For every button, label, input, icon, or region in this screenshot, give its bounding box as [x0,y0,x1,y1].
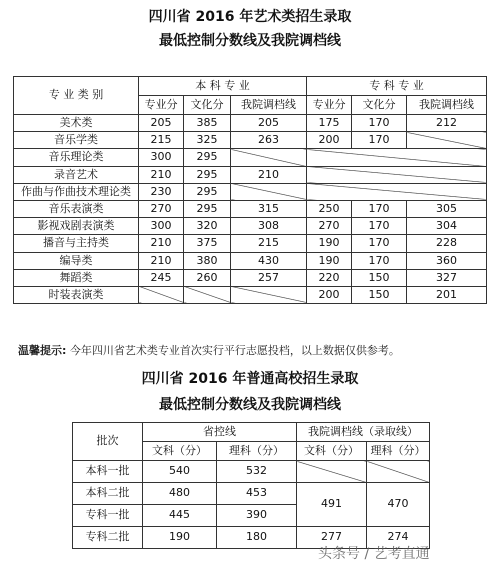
table-row [14,166,487,183]
cell-zhuanke-wenhua: 150 [352,286,407,303]
cell-zhuanke-tiaodang: 360 [407,252,487,269]
cell-zhuanke-wenhua: 170 [352,132,407,149]
col-li2: 理科（分） [367,442,430,461]
cell-zhuanke-tiaodang: 228 [407,235,487,252]
category-name: 音乐表演类 [14,200,139,217]
col-benke-wenhua: 文化分 [184,96,231,115]
cell-zhuanke-wenhua: 170 [352,200,407,217]
cell-li: 180 [217,527,297,549]
cell-zhuanke-zhuanye: 175 [307,115,352,132]
cell-benke-wenhua: 375 [184,235,231,252]
cell-benke-zhuanye: 245 [139,269,184,286]
batch-name: 本科一批 [73,461,143,483]
cell-zhuanke-wenhua: 170 [352,235,407,252]
cell-zhuanke-wenhua: 150 [352,269,407,286]
category-name: 音乐学类 [14,132,139,149]
table-row [73,483,430,505]
category-name: 舞蹈类 [14,269,139,286]
empty-cell [231,183,307,200]
note-text: 今年四川省艺术类专业首次实行平行志愿投档，以上数据仅供参考。 [69,344,400,357]
cell-tiaodang-wen: 491 [297,483,367,527]
cell-benke-zhuanye: 230 [139,183,184,200]
cell-zhuanke-zhuanye: 220 [307,269,352,286]
empty-cell [307,166,487,183]
header-batch: 批次 [73,423,143,461]
general-admission-table [72,422,430,549]
category-name: 音乐理论类 [14,149,139,166]
note [18,342,400,358]
table-row [14,183,487,200]
cell-benke-tiaodang: 263 [231,132,307,149]
empty-cell [184,286,231,303]
cell-benke-wenhua: 380 [184,252,231,269]
cell-tiaodang-wen: 277 [297,527,367,549]
cell-benke-wenhua: 295 [184,149,231,166]
cell-li: 390 [217,505,297,527]
col-benke-zhuanye: 专业分 [139,96,184,115]
cell-benke-zhuanye: 210 [139,235,184,252]
empty-cell [297,461,367,483]
cell-zhuanke-wenhua: 170 [352,218,407,235]
batch-name: 专科二批 [73,527,143,549]
table-row [14,286,487,303]
col-zhuanke-tiaodang: 我院调档线 [407,96,487,115]
cell-zhuanke-zhuanye: 200 [307,286,352,303]
category-name: 播音与主持类 [14,235,139,252]
cell-benke-zhuanye: 300 [139,218,184,235]
cell-benke-tiaodang: 308 [231,218,307,235]
section-title: 四川省 2016 年普通高校招生录取 [141,371,359,387]
batch-name: 专科一批 [73,505,143,527]
note-label: 温馨提示: [18,344,67,357]
category-name: 时装表演类 [14,286,139,303]
cell-benke-wenhua: 325 [184,132,231,149]
page-title: 四川省 2016 年艺术类招生录取 [148,9,352,25]
category-name: 影视戏剧表演类 [14,218,139,235]
col-wen2: 文科（分） [297,442,367,461]
table-row [14,235,487,252]
cell-benke-wenhua: 385 [184,115,231,132]
table-row [14,149,487,166]
cell-zhuanke-zhuanye: 270 [307,218,352,235]
col-li: 理科（分） [217,442,297,461]
cell-zhuanke-tiaodang: 305 [407,200,487,217]
batch-name: 本科二批 [73,483,143,505]
cell-zhuanke-tiaodang: 201 [407,286,487,303]
cell-benke-tiaodang: 257 [231,269,307,286]
table-row [73,461,430,483]
cell-benke-zhuanye: 210 [139,252,184,269]
watermark: 头条号 / 艺考直通 [318,546,430,562]
cell-benke-zhuanye: 215 [139,132,184,149]
cell-zhuanke-tiaodang: 327 [407,269,487,286]
cell-benke-zhuanye: 205 [139,115,184,132]
header-tiaodang: 我院调档线（录取线） [297,423,430,442]
empty-cell [231,149,307,166]
cell-benke-zhuanye: 300 [139,149,184,166]
cell-benke-tiaodang: 210 [231,166,307,183]
cell-tiaodang-li: 470 [367,483,430,527]
table-row [14,218,487,235]
header-row [73,423,430,442]
cell-benke-zhuanye: 270 [139,200,184,217]
empty-cell [367,461,430,483]
cell-benke-wenhua: 320 [184,218,231,235]
header-category: 专 业 类 别 [14,77,139,115]
cell-benke-tiaodang: 430 [231,252,307,269]
header-row [14,77,487,96]
col-benke-tiaodang: 我院调档线 [231,96,307,115]
page-subtitle: 最低控制分数线及我院调档线 [159,33,341,49]
section-subtitle: 最低控制分数线及我院调档线 [159,397,341,413]
empty-cell [407,132,487,149]
cell-wen: 445 [143,505,217,527]
table-row [14,200,487,217]
cell-zhuanke-wenhua: 170 [352,252,407,269]
table-row [14,252,487,269]
empty-cell [231,286,307,303]
cell-zhuanke-zhuanye: 200 [307,132,352,149]
cell-benke-wenhua: 260 [184,269,231,286]
cell-tiaodang-li: 274 [367,527,430,549]
cell-zhuanke-wenhua: 170 [352,115,407,132]
table-row [14,115,487,132]
cell-zhuanke-zhuanye: 190 [307,235,352,252]
cell-zhuanke-tiaodang: 212 [407,115,487,132]
category-name: 美术类 [14,115,139,132]
cell-benke-zhuanye: 210 [139,166,184,183]
cell-zhuanke-tiaodang: 304 [407,218,487,235]
cell-benke-wenhua: 295 [184,183,231,200]
cell-benke-tiaodang: 215 [231,235,307,252]
cell-benke-tiaodang: 315 [231,200,307,217]
cell-benke-wenhua: 295 [184,200,231,217]
header-benke: 本 科 专 业 [139,77,307,96]
cell-li: 453 [217,483,297,505]
cell-zhuanke-zhuanye: 250 [307,200,352,217]
category-name: 录音艺术 [14,166,139,183]
cell-wen: 540 [143,461,217,483]
table-row [14,269,487,286]
category-name: 作曲与作曲技术理论类 [14,183,139,200]
col-zhuanke-wenhua: 文化分 [352,96,407,115]
empty-cell [139,286,184,303]
cell-benke-tiaodang: 205 [231,115,307,132]
cell-benke-wenhua: 295 [184,166,231,183]
art-admission-table [13,76,487,304]
cell-wen: 480 [143,483,217,505]
header-zhuanke: 专 科 专 业 [307,77,487,96]
empty-cell [307,183,487,200]
cell-zhuanke-zhuanye: 190 [307,252,352,269]
empty-cell [307,149,487,166]
header-shengkong: 省控线 [143,423,297,442]
cell-li: 532 [217,461,297,483]
cell-wen: 190 [143,527,217,549]
table-row [14,132,487,149]
category-name: 编导类 [14,252,139,269]
col-zhuanke-zhuanye: 专业分 [307,96,352,115]
col-wen: 文科（分） [143,442,217,461]
